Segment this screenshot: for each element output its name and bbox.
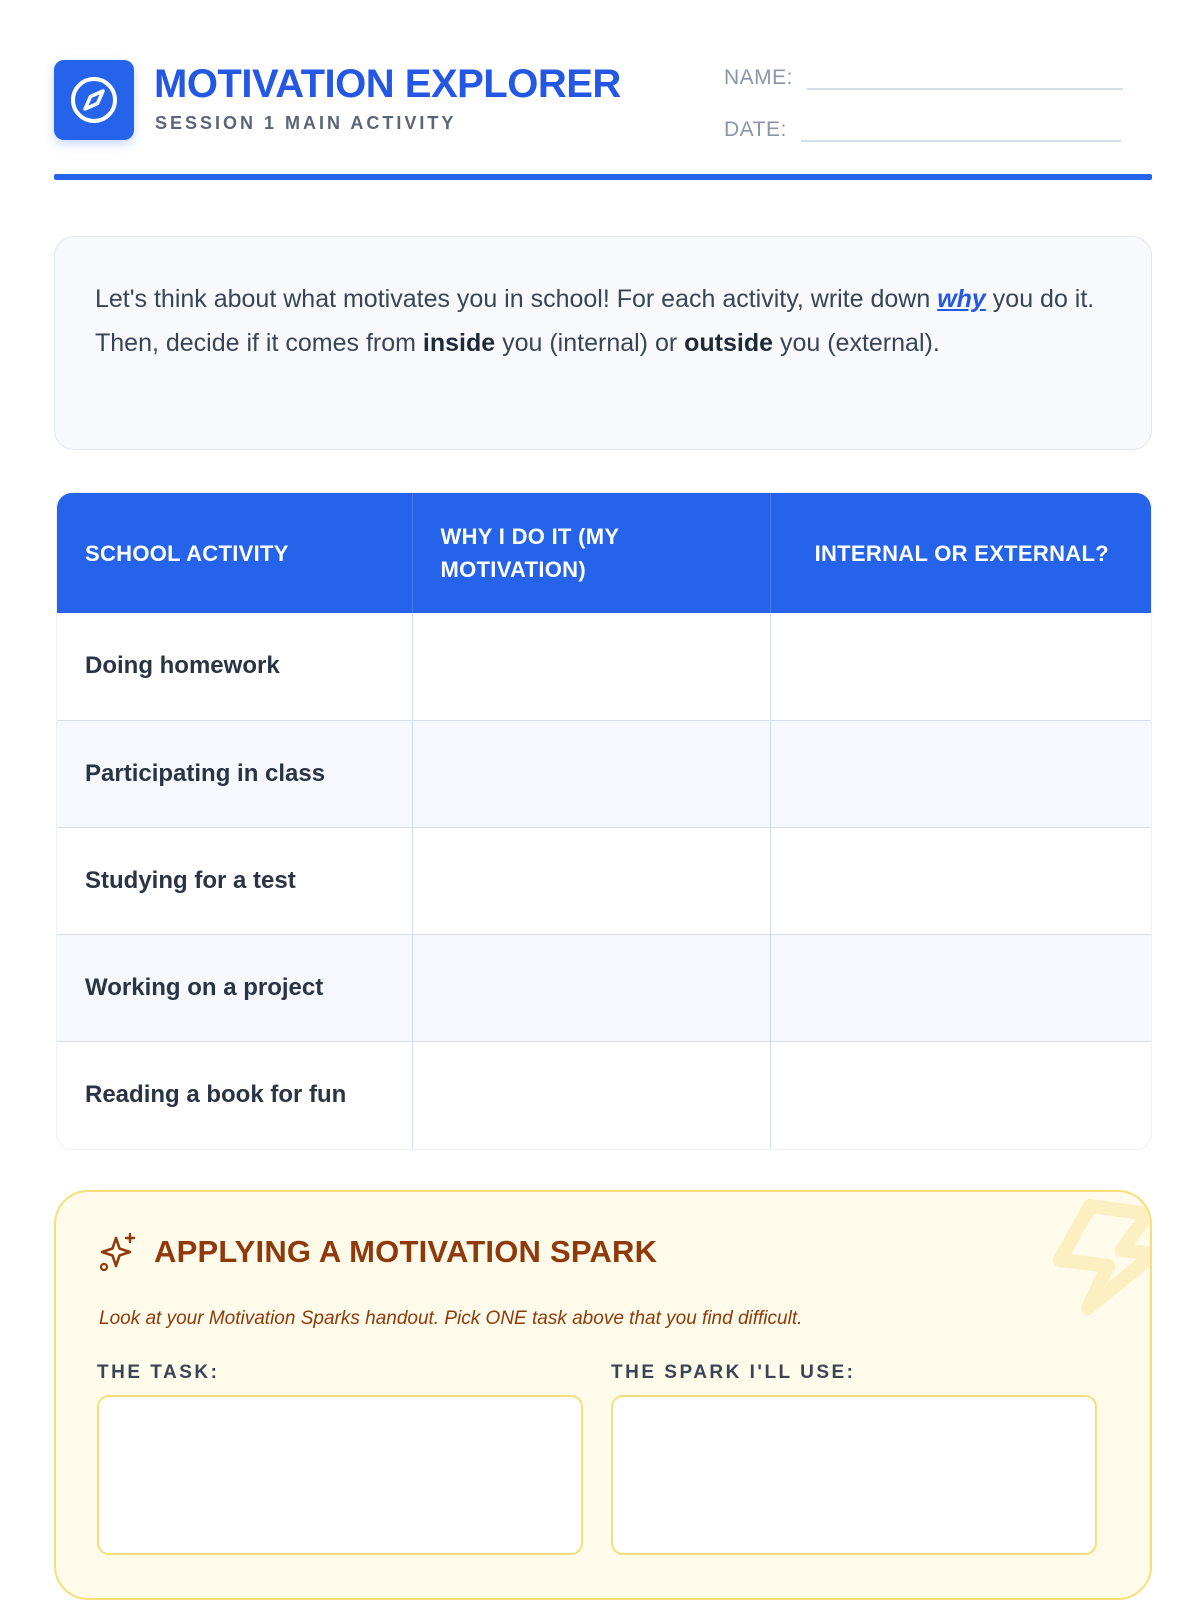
why-cell[interactable] [412,934,770,1041]
intro-instructions [54,236,1152,450]
motivation-table [56,492,1152,1150]
activity-cell: Working on a project [57,934,412,1041]
why-cell[interactable] [412,827,770,934]
name-label: NAME: [724,66,794,89]
header-divider [54,174,1152,180]
compass-icon [54,60,134,140]
table-row [57,613,1152,720]
page-title: MOTIVATION EXPLORER [154,62,621,106]
intro-text-4: you (external). [773,329,940,357]
intro-text-3: you (internal) or [495,329,685,357]
col-header-activity: SCHOOL ACTIVITY [57,493,412,613]
date-field-row [724,112,1121,142]
why-cell[interactable] [412,613,770,720]
spark-choice-label: THE SPARK I'LL USE: [611,1362,856,1383]
name-field[interactable] [807,60,1123,90]
intro-text-1: Let's think about what motivates you in school! For each activity, write down [95,285,938,313]
task-label: THE TASK: [97,1362,220,1383]
table-row [57,934,1152,1041]
spark-heading [98,1232,657,1272]
internal-external-cell[interactable] [770,720,1152,827]
internal-external-cell[interactable] [770,827,1152,934]
spark-title: APPLYING A MOTIVATION SPARK [154,1234,658,1269]
activity-cell: Doing homework [57,613,412,720]
spark-choice-input[interactable] [611,1395,1097,1555]
intro-inside: inside [422,329,496,357]
col-header-why: WHY I DO IT (MY MOTIVATION) [412,493,770,613]
internal-external-cell[interactable] [770,1041,1152,1148]
task-input[interactable] [97,1395,583,1555]
table-row [57,720,1152,827]
table-row [57,827,1152,934]
activity-cell: Participating in class [57,720,412,827]
motivation-spark-section [54,1190,1152,1600]
internal-external-cell[interactable] [770,613,1152,720]
intro-text-2: you do it. Then, decide if it comes from [95,285,1095,357]
activity-cell: Studying for a test [57,827,412,934]
intro-why: why [937,285,986,313]
date-label: DATE: [724,118,787,141]
why-cell[interactable] [412,720,770,827]
page-subtitle: SESSION 1 MAIN ACTIVITY [155,113,457,133]
table-header-row [57,493,1152,613]
spark-instruction: Look at your Motivation Sparks handout. Pick ONE task above that you find difficult. [99,1308,803,1329]
internal-external-cell[interactable] [770,934,1152,1041]
activity-cell: Reading a book for fun [57,1041,412,1148]
why-cell[interactable] [412,1041,770,1148]
table-row [57,1041,1152,1148]
lightning-decoration-icon [1030,1192,1152,1322]
worksheet-header [54,60,1152,182]
intro-outside: outside [684,329,774,357]
sparkles-icon [98,1232,138,1272]
date-field[interactable] [801,112,1121,142]
name-field-row [724,60,1123,90]
col-header-internal-external: INTERNAL OR EXTERNAL? [770,493,1152,613]
